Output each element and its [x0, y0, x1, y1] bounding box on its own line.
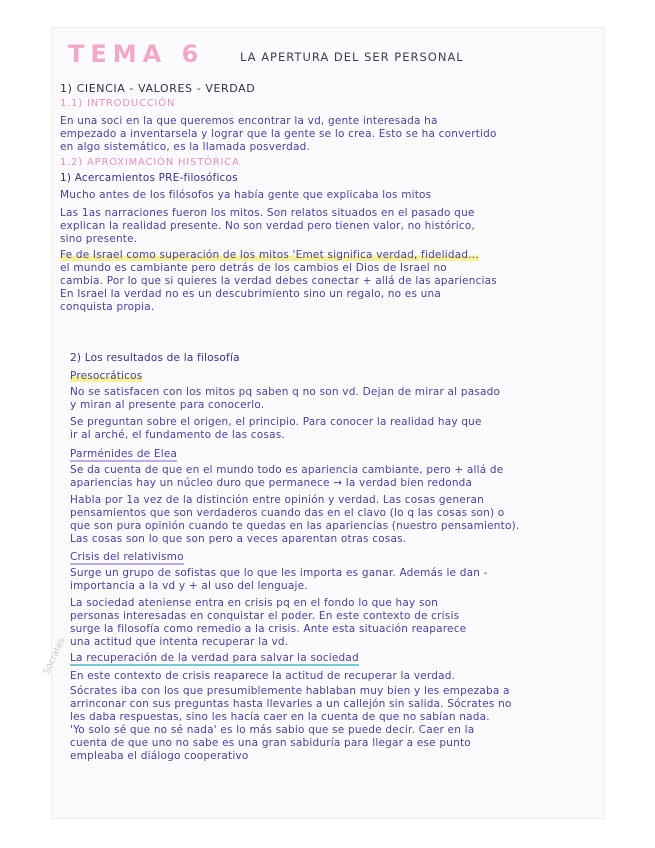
recup-line: cuenta de que uno no sabe es una gran sabiduría para llegar a ese punto [70, 737, 471, 749]
parmen-line: apariencias hay un núcleo duro que permanece → la verdad bien redonda [70, 477, 473, 489]
section-2-heading: 2) Los resultados de la filosofía [70, 352, 240, 364]
recup-line: En este contexto de crisis reaparece la actitud de recuperar la verdad. [70, 670, 456, 682]
fe-line: conquista propia. [60, 301, 155, 313]
recup-line: arrinconar con sus preguntas hasta llevarles a un callejón sin salida. Sócrates no [70, 698, 512, 710]
parmen-line: pensamientos que son verdaderos cuando das en el clavo (lo q las cosas son) o [70, 507, 505, 519]
intro-title: 1.1) INTRODUCCIÓN [60, 98, 176, 109]
margin-note: Sócrates [42, 636, 68, 677]
acerc-title: 1) Acercamientos PRE-filosóficos [60, 172, 238, 184]
crisis-line: Surge un grupo de sofistas que lo que les importa es ganar. Además le dan - [70, 567, 488, 579]
presoc-line: ir al arché, el fundamento de las cosas. [70, 429, 285, 441]
fe-line: cambia. Por lo que si quieres la verdad debes conectar + allá de las apariencias [60, 275, 497, 287]
aprox-title: 1.2) APROXIMACIÓN HISTÓRICA [60, 157, 240, 168]
fe-line: el mundo es cambiante pero detrás de los cambios el Dios de Israel no [60, 262, 447, 274]
crisis-line: La sociedad ateniense entra en crisis pq en el fondo lo que hay son [70, 597, 439, 609]
recup-line: les daba respuestas, sino les hacía caer en la cuenta de que no sabían nada. [70, 711, 490, 723]
recup-title: La recuperación de la verdad para salvar la sociedad [70, 652, 359, 664]
fe-line: Fe de Israel como superación de los mitos 'Emet significa verdad, fidelidad... [60, 249, 479, 261]
intro-line: en algo sistemático, es la llamada posverdad. [60, 141, 311, 153]
intro-line: empezado a inventarsela y lograr que la gente se lo crea. Esto se ha convertido [60, 128, 497, 140]
presoc-title: Presocráticos [70, 370, 143, 382]
parmen-line: Se da cuenta de que en el mundo todo es apariencia cambiante, pero + allá de [70, 464, 504, 476]
presoc-line: No se satisfacen con los mitos pq saben q no son vd. Dejan de mirar al pasado [70, 386, 501, 398]
presoc-line: Se preguntan sobre el origen, el principio. Para conocer la realidad hay que [70, 416, 482, 428]
recup-line: 'Yo solo sé que no sé nada' es lo más sabio que se puede decir. Caer en la [70, 724, 475, 736]
crisis-title: Crisis del relativismo [70, 551, 184, 563]
fe-line: En Israel la verdad no es un descubrimiento sino un regalo, no es una [60, 288, 441, 300]
intro-line: En una soci en la que queremos encontrar la vd, gente interesada ha [60, 115, 438, 127]
parmen-line: que son pura opinión cuando te quedas en las apariencias (nuestro pensamiento). [70, 520, 520, 532]
crisis-line: surge la filosofía como remedio a la crisis. Ante esta situación reaparece [70, 623, 467, 635]
acerc-line: explican la realidad presente. No son verdad pero tienen valor, no histórico, [60, 220, 475, 232]
acerc-line: sino presente. [60, 233, 138, 245]
acerc-line: Mucho antes de los filósofos ya había gente que explicaba los mitos [60, 189, 432, 201]
crisis-line: importancia a la vd y + al uso del lenguaje. [70, 580, 308, 592]
presoc-line: y miran al presente para conocerlo. [70, 399, 265, 411]
chapter-title: LA APERTURA DEL SER PERSONAL [240, 50, 464, 64]
crisis-line: personas interesadas en conquistar el poder. En este contexto de crisis [70, 610, 460, 622]
parmen-line: Habla por 1a vez de la distinción entre opinión y verdad. Las cosas generan [70, 494, 484, 506]
parmen-title: Parménides de Elea [70, 448, 178, 460]
parmen-line: Las cosas son lo que son pero a veces aparentan otras cosas. [70, 533, 407, 545]
crisis-line: una actitud que intenta recuperar la vd. [70, 636, 289, 648]
acerc-line: Las 1as narraciones fueron los mitos. Son relatos situados en el pasado que [60, 207, 475, 219]
recup-line: empleaba el diálogo cooperativo [70, 750, 249, 762]
tema-number-title: TEMA 6 [68, 40, 205, 68]
recup-line: Sócrates iba con los que presumiblemente hablaban muy bien y les empezaba a [70, 685, 510, 697]
section-1-heading: 1) CIENCIA - VALORES - VERDAD [60, 82, 256, 95]
